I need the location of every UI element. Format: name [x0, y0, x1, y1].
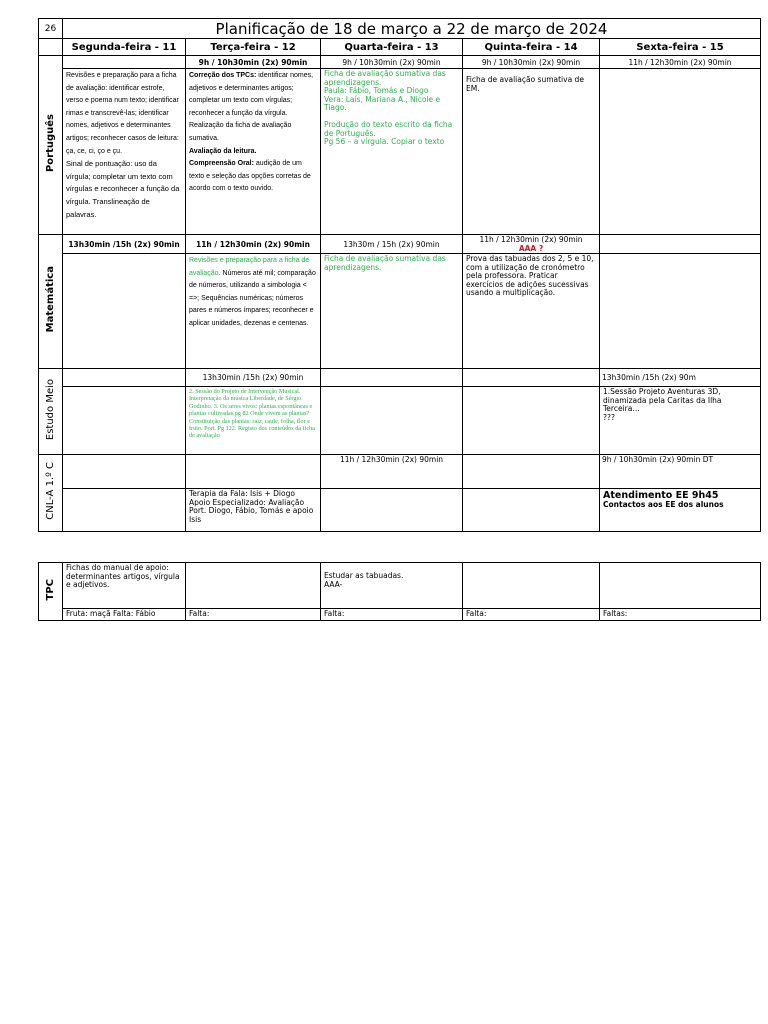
cnl-monday — [63, 489, 186, 532]
time-cell — [63, 56, 186, 69]
cell-text: Pg 56 – a vírgula. Copiar o texto — [324, 137, 445, 147]
tpc-monday — [63, 563, 186, 609]
matematica-friday — [600, 254, 761, 369]
cell-text: Paula: Fábio, Tomás e Diogo — [324, 86, 429, 96]
page-title: Planificação de 18 de março a 22 de março de 2024 — [63, 19, 761, 39]
empty-cell — [463, 455, 600, 489]
corner-cell — [39, 39, 63, 56]
tpc-label: TPC — [45, 578, 56, 601]
planning-table — [38, 18, 761, 532]
portugues-monday — [63, 69, 186, 235]
matematica-tuesday — [186, 254, 321, 369]
time-cell: 13h30min /15h (2x) 90min — [186, 369, 321, 387]
empty-cell — [186, 455, 321, 489]
tpc-footer: Faltas: — [600, 609, 761, 621]
matematica-monday — [63, 254, 186, 369]
cell-text: Prova das tabuadas dos 2, 5 e 10, com a utilização de cronómetro pela professora. Praticar exercícios de adições sucessivas usando a multiplicação. — [466, 254, 594, 298]
time-cell: 13h30min /15h (2x) 90m — [600, 369, 761, 387]
week-number: 26 — [39, 19, 63, 39]
subject-cnl — [39, 455, 63, 532]
time-cell: 9h / 10h30min (2x) 90min DT — [600, 455, 761, 489]
cell-text: identificar nomes, adjetivos e determinantes artigos; completar um texto com vírgulas; reconhecer a função da vírgula. — [189, 72, 314, 117]
cell-text: Ficha de avaliação sumativa das aprendizagens. — [324, 254, 446, 272]
empty-cell — [63, 369, 186, 387]
cell-text: audição de um texto e seleção das opções corretas de acordo com o texto ouvido. — [189, 160, 311, 193]
cell-text: Ficha de avaliação sumativa de EM. — [466, 75, 584, 93]
time-cell: 9h / 10h30min (2x) 90min — [463, 56, 600, 69]
subject-label: Matemática — [45, 266, 56, 333]
estudo-meio-monday — [63, 387, 186, 455]
cell-text: Fichas do manual de apoio: determinantes artigos, vírgula e adjetivos. — [66, 563, 180, 590]
portugues-friday — [600, 69, 761, 235]
tpc-label-cell — [39, 563, 63, 621]
cell-text: 2. Sessão do Projeto de Intervenção Musical. Interpretação da música Liberdade, de Sérgio Godinho. 3. Os seres vivos: plantas espontâneas e plantas cultivadas.pg 82 Onde vivem as plantas? Constituição das plantas: raiz, caule, folha, flor e fruto. Port. Pg 122. Registo dos conteúdos da ficha de avaliação — [189, 388, 315, 440]
empty-cell — [600, 235, 761, 254]
tpc-tuesday — [186, 563, 321, 609]
cnl-thursday — [463, 489, 600, 532]
cell-text: Revisões e preparação para a ficha de avaliação — [189, 257, 310, 277]
subject-label: Estudo Meio — [45, 378, 56, 441]
portugues-tuesday — [186, 69, 321, 235]
time-cell — [463, 235, 600, 254]
tpc-wednesday — [321, 563, 463, 609]
cell-text: Sinal de pontuação: uso da vírgula; completar um texto com vírgulas e reconhecer a função da vírgula. Translineação de palavras. — [66, 159, 180, 219]
cell-text: . Números até mil; comparação de números, utilizando a simbologia < =>; Sequências numéricas; números pares e números ímpares; reconhecer e aplicar unidades, dezenas e centenas. — [189, 269, 316, 327]
day-monday: Segunda-feira - 11 — [63, 39, 186, 56]
cell-text: Produção do texto escrito da ficha de Português. — [324, 119, 453, 138]
day-wednesday: Quarta-feira - 13 — [321, 39, 463, 56]
cell-text: 1.Sessão Projeto Aventuras 3D, dinamizada pela Caritas da Ilha Terceira… — [603, 387, 722, 414]
estudo-meio-thursday — [463, 387, 600, 455]
portugues-wednesday — [321, 69, 463, 235]
cell-text: Terapia da Fala: Isis + Diogo Apoio Especializado: Avaliação Port. Diogo, Fábio, Tomás e apoio Isis — [189, 489, 314, 524]
subject-estudo-meio — [39, 369, 63, 455]
cell-text: Compreensão Oral: — [189, 160, 254, 168]
matematica-thursday — [463, 254, 600, 369]
time-cell: 9h / 10h30min (2x) 90min — [186, 56, 321, 69]
subject-label: CNL-A 1.º C — [45, 462, 56, 520]
time-cell: 9h / 10h30min (2x) 90min — [321, 56, 463, 69]
tpc-footer: Falta: — [321, 609, 463, 621]
cnl-tuesday — [186, 489, 321, 532]
day-friday: Sexta-feira - 15 — [600, 39, 761, 56]
empty-cell — [463, 369, 600, 387]
day-thursday: Quinta-feira - 14 — [463, 39, 600, 56]
time-cell: 11h / 12h30min (2x) 90min — [186, 235, 321, 254]
time-text: 11h / 12h30min (2x) 90min — [479, 235, 583, 244]
estudo-meio-wednesday — [321, 387, 463, 455]
tpc-table — [38, 562, 761, 621]
cnl-friday — [600, 489, 761, 532]
empty-cell — [321, 369, 463, 387]
cnl-wednesday — [321, 489, 463, 532]
time-cell: 13h30min /15h (2x) 90min — [63, 235, 186, 254]
cell-text: AAA- — [324, 579, 343, 589]
subject-matematica — [39, 235, 63, 369]
day-tuesday: Terça-feira - 12 — [186, 39, 321, 56]
tpc-footer: Falta: — [186, 609, 321, 621]
time-cell: 11h / 12h30min (2x) 90min — [600, 56, 761, 69]
cell-text: Ficha de avaliação sumativa das aprendizagens. — [324, 69, 446, 87]
tpc-footer: Falta: — [463, 609, 600, 621]
tpc-thursday — [463, 563, 600, 609]
cell-text: Correção dos TPCs: — [189, 72, 257, 79]
estudo-meio-tuesday — [186, 387, 321, 455]
tpc-footer: Fruta: maçã Falta: Fábio — [63, 609, 186, 621]
aaa-flag: AAA ? — [518, 244, 544, 253]
cell-text: Revisões e preparação para a ficha de avaliação: identificar estrofe, verso e poema num texto; identificar rimas e transcrevê-las; identificar nomes, adjetivos e determinantes artigos; reconhecer casos de leitura: ça, ce, ci, ço e çu. — [66, 72, 179, 155]
time-cell: 11h / 12h30min (2x) 90min — [321, 455, 463, 489]
cell-text: Vera: Laís, Mariana A., Nicole e Tiago. — [324, 94, 441, 113]
subject-label: Português — [45, 113, 56, 173]
portugues-thursday — [463, 69, 600, 235]
matematica-wednesday — [321, 254, 463, 369]
cell-text: ??? — [603, 412, 615, 422]
tpc-friday — [600, 563, 761, 609]
cell-text: Atendimento EE 9h45 — [603, 490, 719, 501]
subject-portugues — [39, 56, 63, 235]
cell-text: Estudar as tabuadas. — [324, 571, 404, 580]
cell-text: Realização da ficha de avaliação sumativa. — [189, 122, 292, 142]
estudo-meio-friday — [600, 387, 761, 455]
cell-text: Contactos aos EE dos alunos — [603, 500, 724, 509]
empty-cell — [63, 455, 186, 489]
cell-text: Avaliação da leitura. — [189, 147, 257, 155]
time-cell: 13h30m / 15h (2x) 90min — [321, 235, 463, 254]
